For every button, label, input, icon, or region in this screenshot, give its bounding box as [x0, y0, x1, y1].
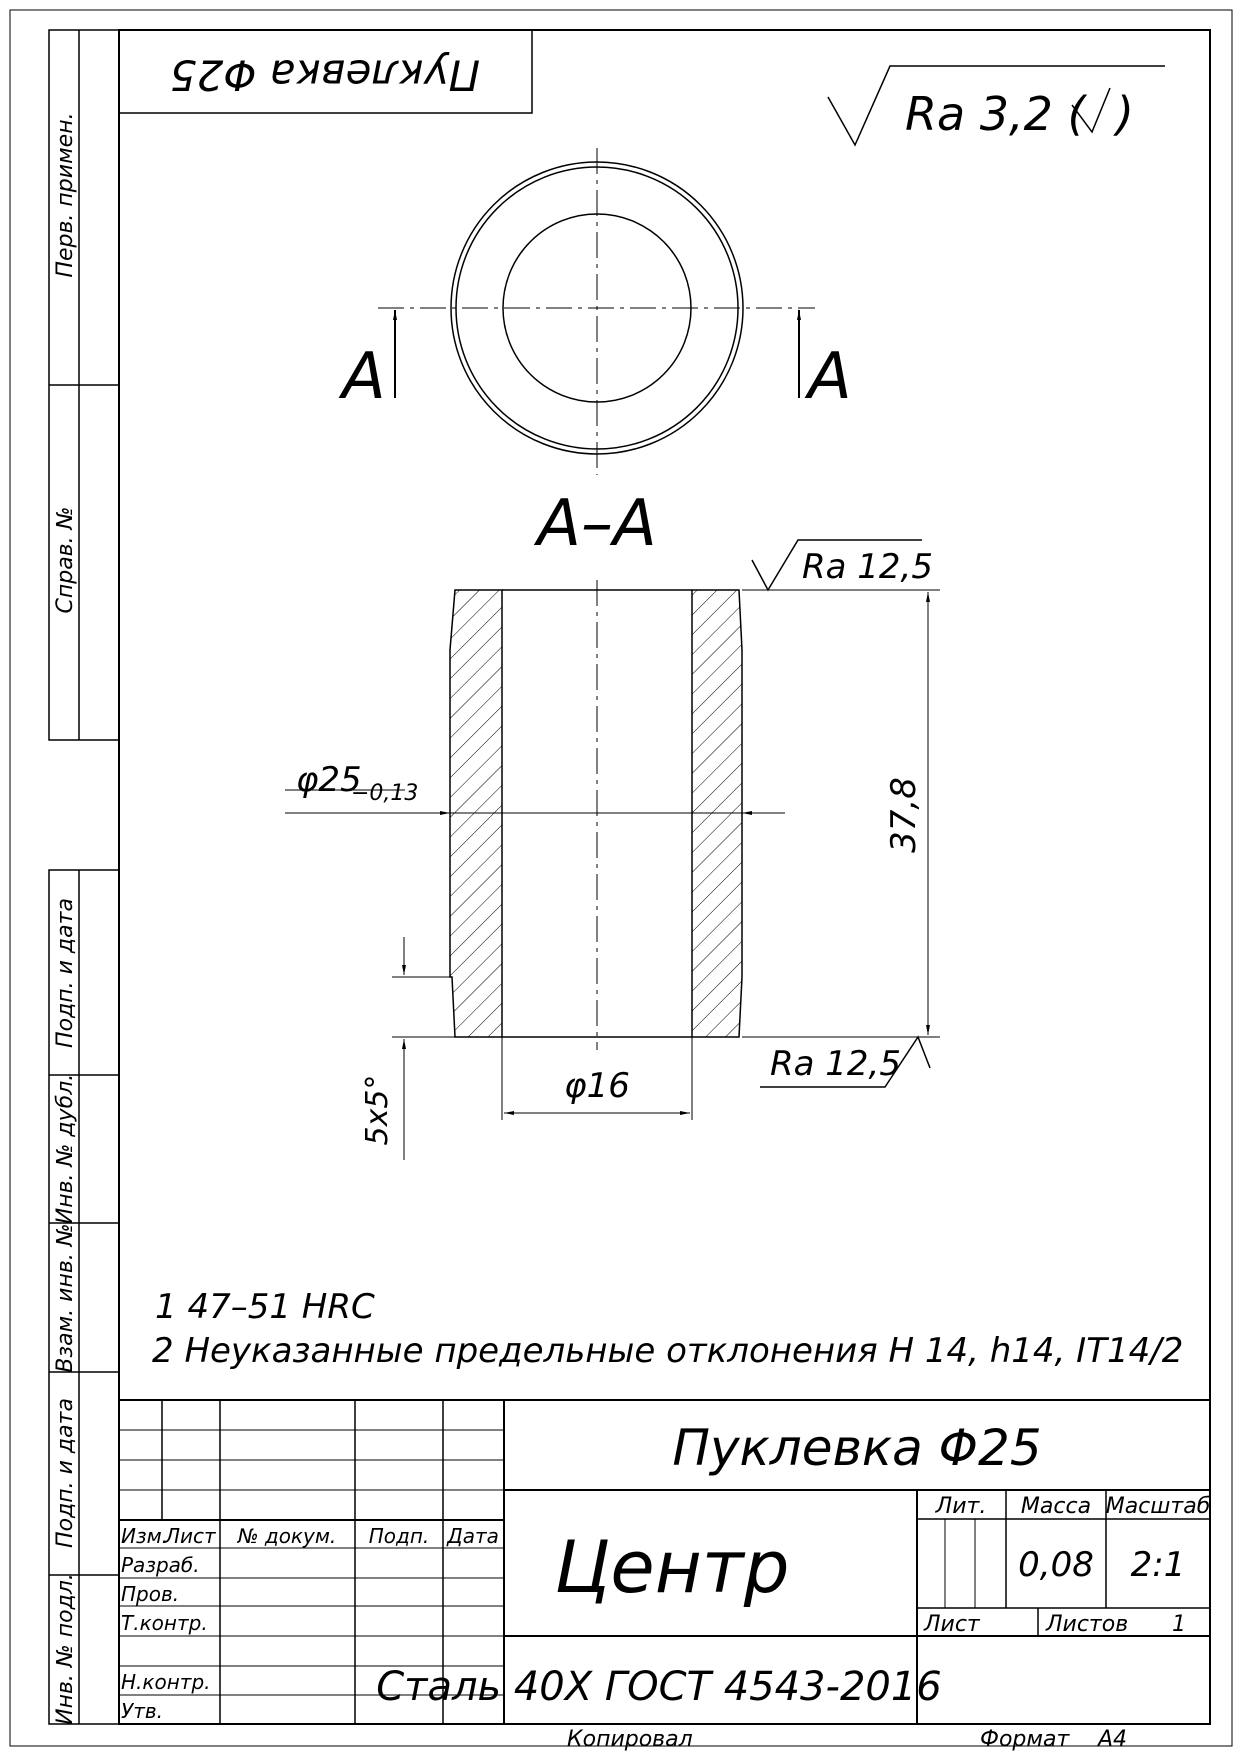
- footer-format-label: Формат: [980, 1727, 1070, 1752]
- note-2: 2 Неуказанные предельные отклонения H 14, h14, IT14/2: [152, 1331, 1184, 1371]
- section-view: [450, 580, 742, 1050]
- tb-mass-label: Масса: [1020, 1494, 1092, 1519]
- general-roughness: [828, 66, 1165, 145]
- label-vzam-inv-no: Взам. инв. №: [53, 1223, 78, 1373]
- tb-name: Центр: [554, 1525, 790, 1609]
- roughness-bottom-value: Ra 12,5: [770, 1044, 901, 1084]
- inner-diameter-value: φ16: [564, 1066, 630, 1106]
- tb-col-doc: № докум.: [237, 1524, 337, 1548]
- tb-col-list: Лист: [165, 1524, 216, 1548]
- label-inv-no-podl: Инв. № подл.: [53, 1573, 78, 1725]
- footer-copied: Копировал: [567, 1727, 693, 1752]
- sheet-border: [10, 10, 1232, 1746]
- tb-row-tkontr: Т.контр.: [121, 1611, 208, 1635]
- footer-format-value: A4: [1098, 1727, 1128, 1752]
- tb-scale-label: Масштаб: [1105, 1494, 1211, 1519]
- tb-row-utv: Утв.: [121, 1699, 163, 1723]
- inverted-title: Пуклевка Φ25: [169, 50, 481, 100]
- tb-col-podp: Подп.: [368, 1524, 430, 1548]
- outer-diameter-tolerance: −0,13: [351, 781, 419, 806]
- tb-col-izm: Изм.: [121, 1524, 169, 1548]
- section-mark-left: A: [342, 340, 386, 414]
- label-podp-data-1: Подп. и дата: [53, 898, 78, 1048]
- tb-sheet-label: Лист: [924, 1612, 980, 1637]
- tb-sheets-label: Листов: [1046, 1612, 1129, 1637]
- height-value: 37,8: [884, 777, 924, 853]
- tb-scale-value: 2:1: [1130, 1545, 1186, 1585]
- tb-row-razrab: Разраб.: [121, 1553, 200, 1577]
- tb-designation: Пуклевка Φ25: [672, 1419, 1042, 1477]
- roughness-top-value: Ra 12,5: [802, 547, 933, 587]
- tb-row-nkontr: Н.контр.: [121, 1670, 211, 1694]
- section-title: A–A: [537, 487, 657, 561]
- tb-material: Сталь 40Х ГОСТ 4543-2016: [376, 1664, 942, 1710]
- label-perv-primen: Перв. примен.: [53, 112, 78, 278]
- tb-col-data: Дата: [447, 1524, 499, 1548]
- section-mark-right: A: [808, 340, 852, 414]
- label-inv-no-dubl: Инв. № дубл.: [53, 1073, 78, 1225]
- dim-chamfer: [392, 937, 455, 1160]
- label-sprav-no: Справ. №: [53, 506, 78, 614]
- general-roughness-value: Ra 3,2 (: [905, 87, 1086, 141]
- tb-lit-label: Лит.: [935, 1494, 987, 1519]
- note-1: 1 47–51 HRC: [155, 1287, 375, 1327]
- tb-mass-value: 0,08: [1018, 1545, 1094, 1585]
- tb-sheets-value: 1: [1172, 1612, 1186, 1637]
- tb-row-prov: Пров.: [121, 1582, 180, 1606]
- outer-diameter-value: φ25: [296, 760, 362, 800]
- general-roughness-close: ): [1116, 87, 1134, 141]
- chamfer-value: 5x5°: [360, 1074, 395, 1146]
- drawing-frame: [119, 30, 1210, 1724]
- label-podp-data-2: Подп. и дата: [53, 1398, 78, 1548]
- plan-view: [378, 148, 815, 475]
